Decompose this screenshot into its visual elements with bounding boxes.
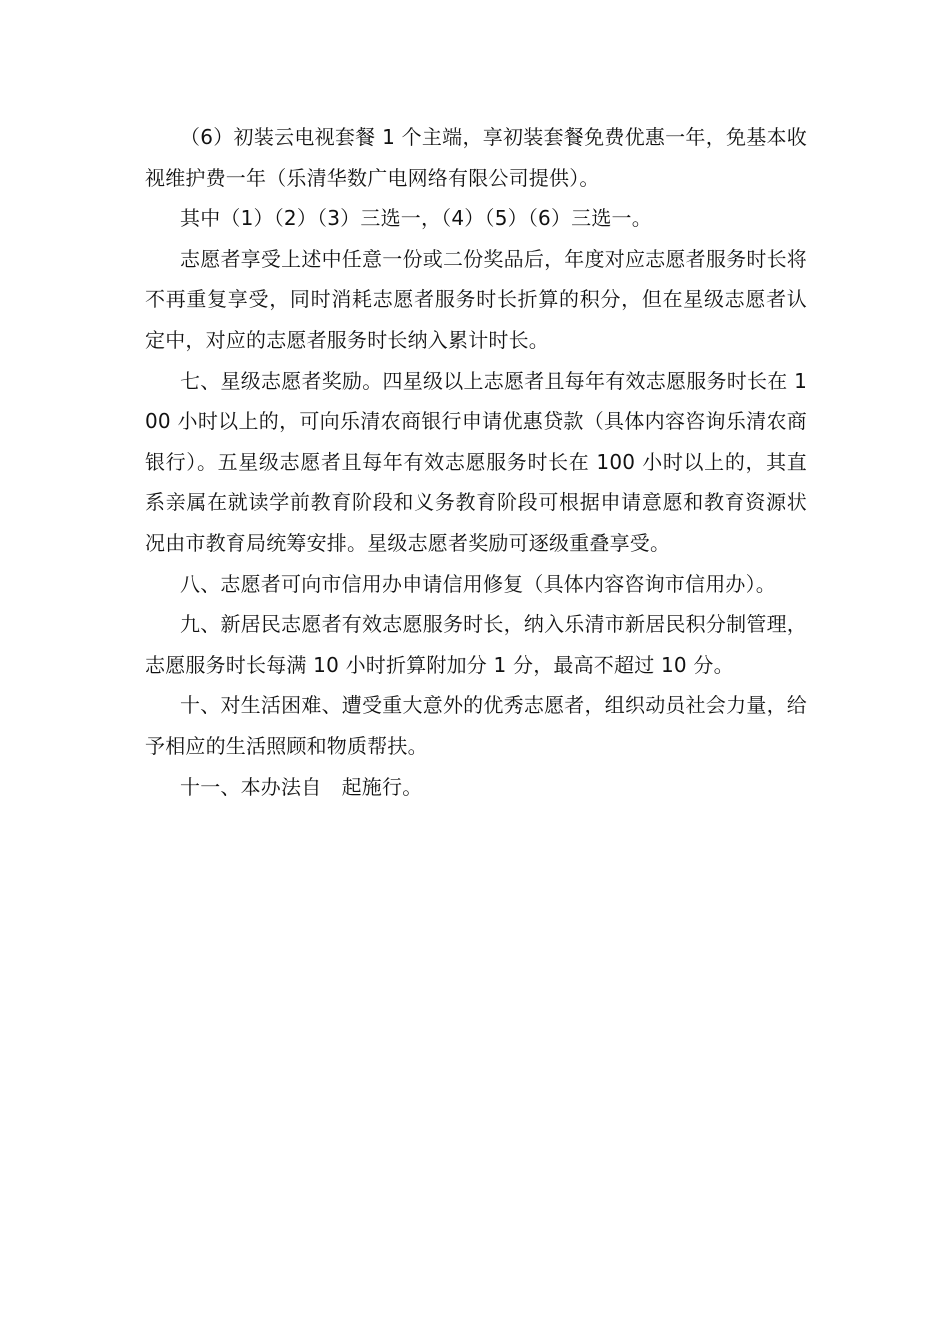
paragraph-new-resident-points: 九、新居民志愿者有效志愿服务时长，纳入乐清市新居民积分制管理，志愿服务时长每满 10 小时折算附加分 1 分，最高不超过 10 分。 [145, 612, 807, 677]
paragraph-star-reward: 七、星级志愿者奖励。四星级以上志愿者且每年有效志愿服务时长在 100 小时以上的，可向乐清农商银行申请优惠贷款（具体内容咨询乐清农商银行）。五星级志愿者且每年有效志愿服务时长在 100 小时以上的，其直系亲属在就读学前教育阶段和义务教育阶段可根据申请意愿和教育资源状况由市教育局统筹安排。星级志愿者奖励可逐级重叠享受。 [145, 368, 807, 555]
paragraph-selection-rule: 其中（1）（2）（3）三选一，（4）（5）（6）三选一。 [180, 206, 652, 231]
paragraph-package-6: （6）初装云电视套餐 1 个主端，享初装套餐免费优惠一年，免基本收视维护费一年（乐清华数广电网络有限公司提供）。 [145, 125, 807, 190]
paragraph-effective-date: 十一、本办法自 起施行。 [180, 774, 423, 799]
paragraph-hardship-support: 十、对生活困难、遭受重大意外的优秀志愿者，组织动员社会力量，给予相应的生活照顾和物质帮扶。 [145, 693, 807, 758]
document-body [145, 117, 807, 807]
paragraph-credit-repair: 八、志愿者可向市信用办申请信用修复（具体内容咨询市信用办）。 [180, 571, 776, 596]
paragraph-reward-consumption: 志愿者享受上述中任意一份或二份奖品后，年度对应志愿者服务时长将不再重复享受，同时消耗志愿者服务时长折算的积分，但在星级志愿者认定中，对应的志愿者服务时长纳入累计时长。 [145, 246, 807, 352]
